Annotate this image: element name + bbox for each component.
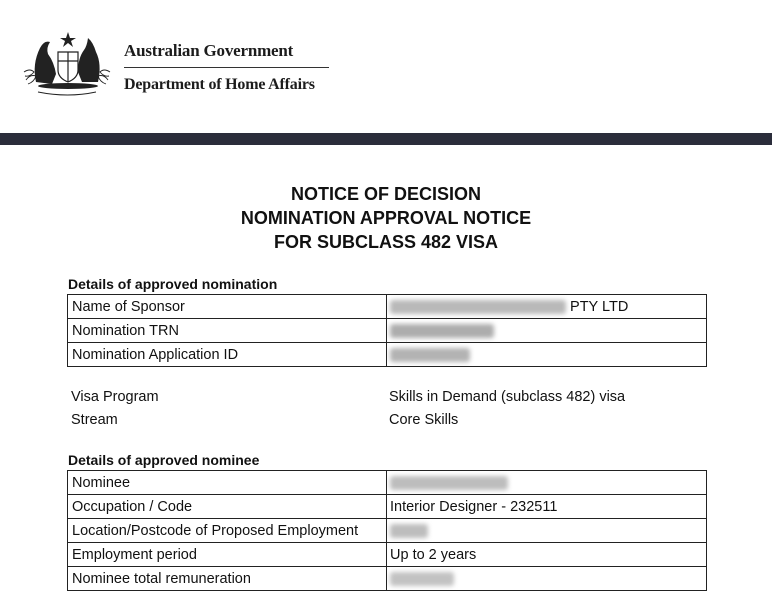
header-band: [0, 133, 772, 145]
title-line-1: NOTICE OF DECISION: [290, 184, 481, 204]
government-name: Australian Government: [124, 41, 294, 60]
application-id-value: [387, 343, 707, 367]
stream-value: Core Skills: [389, 412, 459, 428]
redacted-remuneration: [390, 572, 454, 586]
table-row: [68, 319, 707, 343]
location-value: [387, 519, 707, 543]
coat-of-arms-icon: [18, 22, 116, 100]
trn-label: Nomination TRN: [68, 319, 387, 343]
nominee-table: [67, 470, 707, 591]
nominee-label: Nominee: [68, 471, 387, 495]
visa-program-value: Skills in Demand (subclass 482) visa: [389, 389, 626, 405]
title-line-2: NOMINATION APPROVAL NOTICE: [240, 208, 532, 228]
agency-name: [124, 40, 329, 95]
location-label: Location/Postcode of Proposed Employment: [68, 519, 387, 543]
sponsor-label: Name of Sponsor: [68, 295, 387, 319]
employment-period-value: Up to 2 years: [387, 543, 707, 567]
redacted-nominee-name: [390, 476, 508, 490]
nomination-table: [67, 294, 707, 367]
application-id-label: Nomination Application ID: [68, 343, 387, 367]
sponsor-value: [387, 295, 707, 319]
agency-divider: [124, 67, 329, 68]
redacted-sponsor-name: [390, 300, 566, 314]
redacted-trn: [390, 324, 494, 338]
table-row: [68, 471, 707, 495]
redacted-application-id: [390, 348, 470, 362]
visa-program-label: Visa Program: [71, 389, 159, 405]
table-row: [68, 343, 707, 367]
remuneration-label: Nominee total remuneration: [68, 567, 387, 591]
table-row: [68, 519, 707, 543]
employment-period-label: Employment period: [68, 543, 387, 567]
stream-label: Stream: [71, 412, 118, 428]
nomination-heading: Details of approved nomination: [68, 276, 278, 292]
table-row: [68, 543, 707, 567]
occupation-value: Interior Designer - 232511: [387, 495, 707, 519]
redacted-postcode: [390, 524, 428, 538]
trn-value: [387, 319, 707, 343]
department-name: Department of Home Affairs: [124, 76, 315, 93]
sponsor-suffix: PTY LTD: [570, 298, 629, 315]
remuneration-value: [387, 567, 707, 591]
nominee-heading: Details of approved nominee: [68, 452, 260, 468]
table-row: [68, 495, 707, 519]
table-row: [68, 295, 707, 319]
occupation-label: Occupation / Code: [68, 495, 387, 519]
table-row: [68, 567, 707, 591]
document-title: [0, 182, 772, 254]
letterhead: [0, 0, 772, 133]
nominee-value: [387, 471, 707, 495]
title-line-3: FOR SUBCLASS 482 VISA: [273, 232, 499, 252]
